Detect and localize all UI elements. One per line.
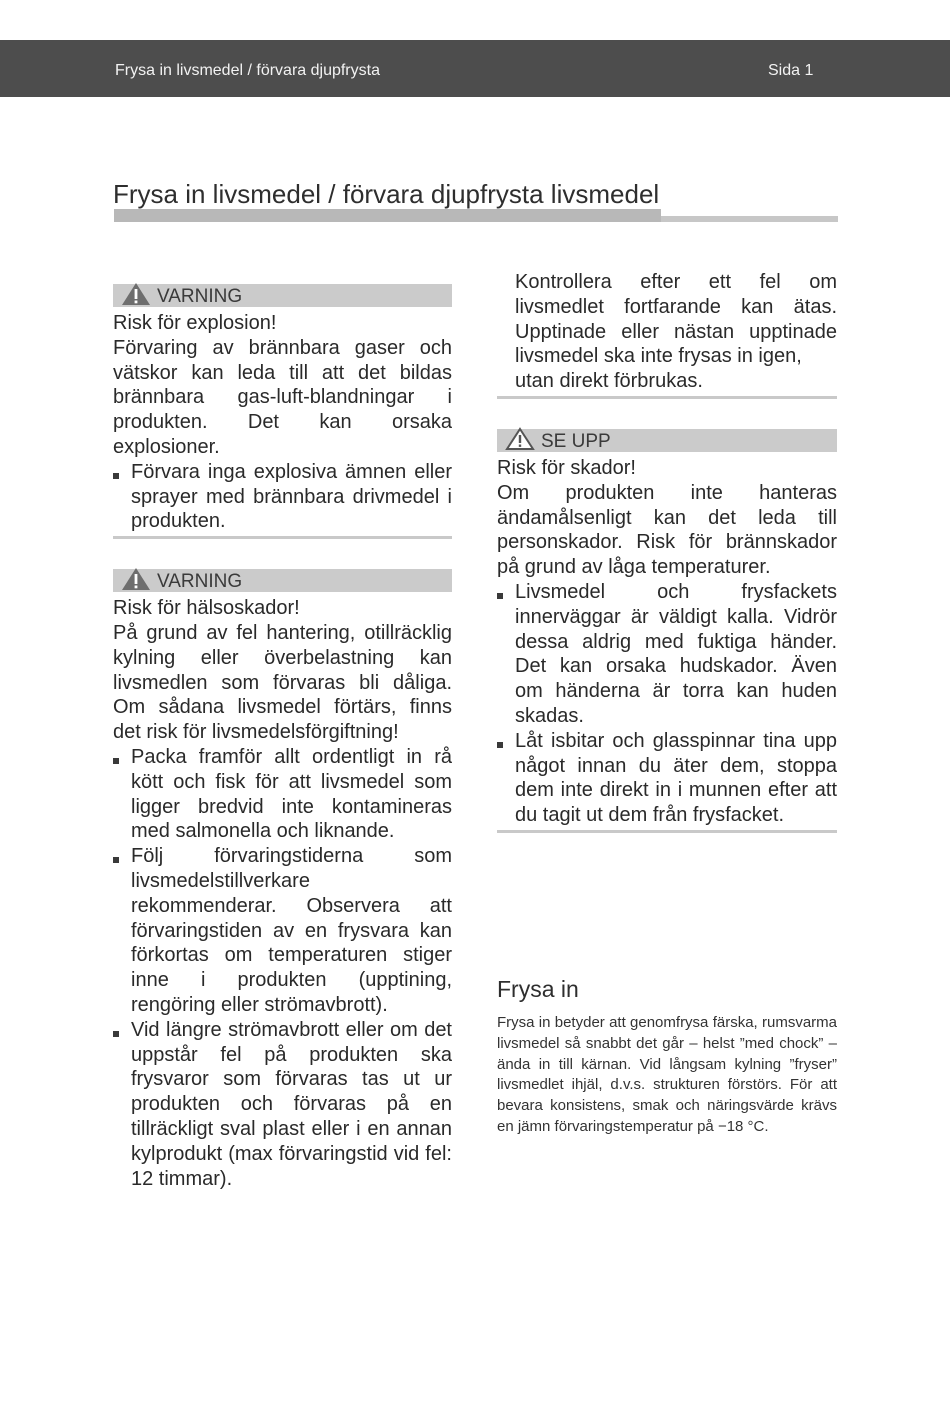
square-bullet-icon (113, 758, 119, 764)
list-item: Låt isbitar och glasspinnar tina upp något innan du äter dem, stoppa dem inte direkt in i munnen efter att du tagit ut dem från frysfacket. (497, 729, 837, 828)
warning-triangle-icon (121, 567, 151, 598)
square-bullet-icon (497, 742, 503, 748)
section-heading: Frysa in (497, 976, 579, 1002)
risk-title: Risk för hälsoskador! (113, 597, 300, 620)
left-column (113, 284, 452, 1191)
page-title: Frysa in livsmedel / förvara djupfrysta livsmedel (113, 179, 660, 209)
list-item: Livsmedel och frysfackets innerväggar är väldigt kalla. Vidrör dessa aldrig med fuktiga händer. Det kan orsaka hudskador. Även om händerna är torra kan huden skadas. (497, 580, 837, 729)
divider (497, 830, 837, 833)
warning-triangle-icon (505, 427, 535, 458)
square-bullet-icon (113, 473, 119, 479)
header-section-title: Frysa in livsmedel / förvara djupfrysta (115, 62, 380, 79)
continued-text: Kontrollera efter ett fel om livsmedlet fortfarande kan ätas. Upptinade eller nästan upptinade livsmedel ska inte frysas in igen, (515, 271, 837, 368)
risk-title: Risk för skador! (497, 456, 636, 479)
list-item: Vid längre strömavbrott eller om det uppstår fel på produkten ska frysvaror som förvaras tas ut ur produkten och förvaras på en tillräckligt sval plast eller i en annan kylprodukt (max förvaringstid vid fel: 12 timmar). (113, 1018, 452, 1192)
warning-text: Förvaring av brännbara gaser och vätskor kan leda till att det bildas brännbara gas-luft-blandningar i produkten. Det kan orsaka explosioner. (113, 336, 452, 458)
bullet-list (497, 580, 837, 828)
list-item: Förvara inga explosiva ämnen eller sprayer med brännbara drivmedel i produkten. (113, 460, 452, 534)
warning-text: På grund av fel hantering, otillräcklig kylning eller överbelastning kan livsmedlen som förvaras bli dåliga. Om sådana livsmedel förtärs, finns det risk för livsmedelsförgiftning! (113, 621, 452, 744)
square-bullet-icon (497, 593, 503, 599)
list-item: Följ förvaringstiderna som livsmedelstillverkare rekommenderar. Observera att förvaringstiden av en frysvara kan förkortas om temperaturen stiger inne i produkten (upptining, rengöring eller strömavbrott). (113, 844, 452, 1018)
section-paragraph: Frysa in betyder att genomfrysa färska, rumsvarma livsmedel så snabbt det går – helst ”med chock” – ända in till kärnan. Vid långsam kylning ”fryser” livsmedlet ihjäl, d.v.s. strukturen förstörs. För att bevara konsistens, smak och näringsvärde krävs en jämn förvaringstemperatur på −18 °C. (497, 1014, 837, 1135)
title-underline (114, 209, 838, 222)
list-item: Packa framför allt ordentligt in rå kött och fisk för att livsmedel som ligger bredvid inte kontamineras med salmonella och liknande. (113, 745, 452, 844)
square-bullet-icon (113, 857, 119, 863)
continued-text-end: utan direkt förbrukas. (515, 370, 703, 393)
caution-text: Om produkten inte hanteras ändamålsenligt kan det leda till personskador. Risk för brännskador på grund av låga temperaturer. (497, 481, 837, 579)
bullet-list (113, 460, 452, 534)
warning-triangle-icon (121, 282, 151, 313)
risk-title: Risk för explosion! (113, 312, 277, 334)
header-page-number: Sida 1 (768, 62, 814, 79)
warning-box-explosion (113, 284, 452, 307)
square-bullet-icon (113, 1031, 119, 1037)
warning-label: VARNING (157, 286, 243, 307)
warning-box-health (113, 569, 452, 592)
warning-label: VARNING (157, 571, 243, 593)
bullet-list (113, 745, 452, 1191)
caution-box (497, 429, 837, 452)
right-column (497, 270, 837, 833)
caution-label: SE UPP (541, 430, 611, 452)
page-header (0, 40, 950, 97)
